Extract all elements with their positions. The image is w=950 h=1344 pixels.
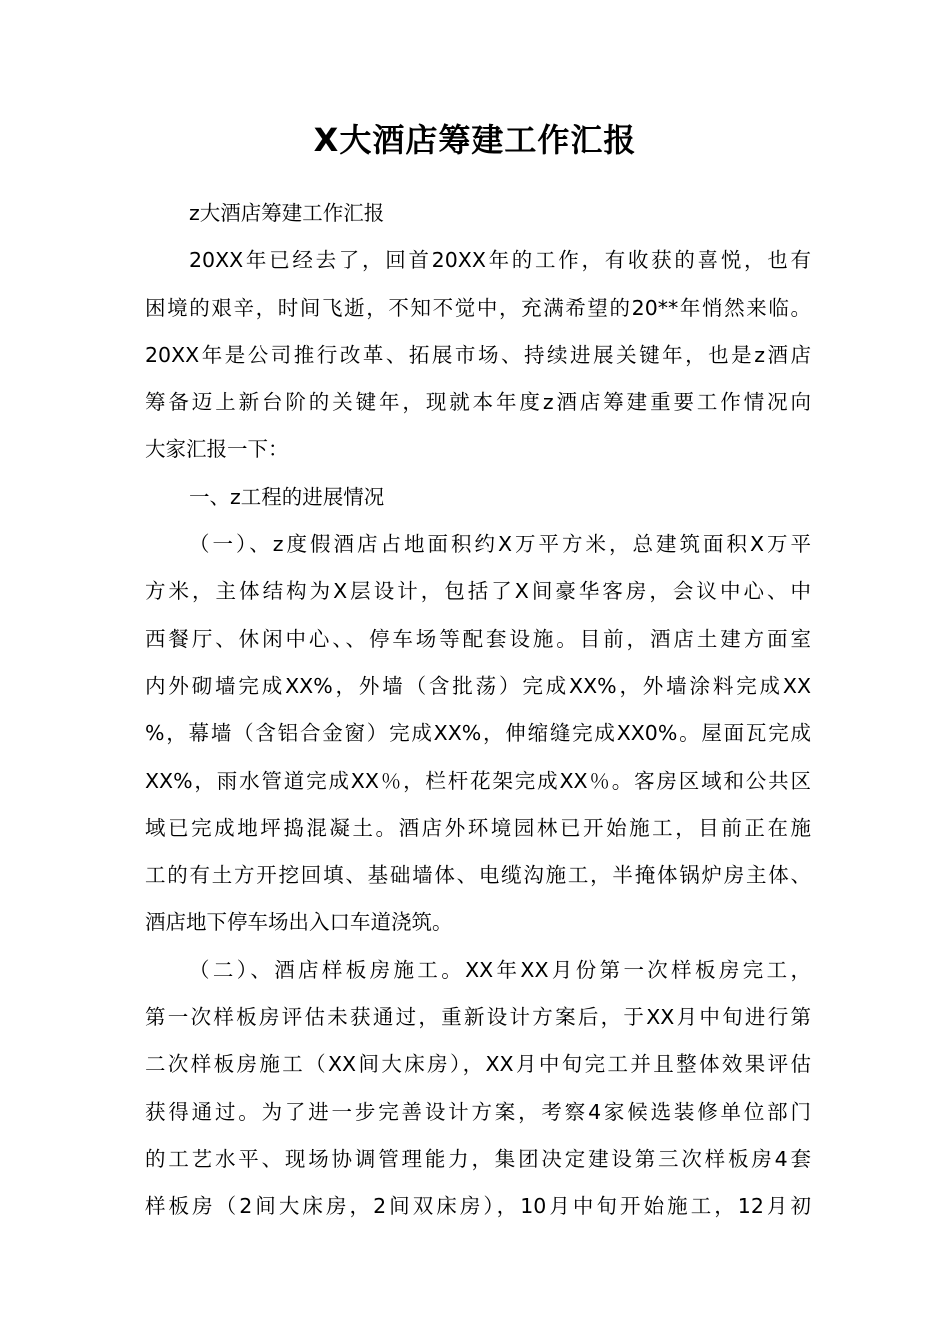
paragraph-line: 内外砌墙完成XX%，外墙（含批荡）完成XX%，外墙涂料完成XX (145, 673, 811, 698)
section-heading: 一、z工程的进展情况 (189, 484, 385, 509)
paragraph-line: 西餐厅、休闲中心、、停车场等配套设施。目前，酒店土建方面室 (145, 626, 811, 651)
paragraph-line: （一）、z度假酒店占地面积约X万平方米，总建筑面积X万平 (189, 532, 811, 557)
paragraph-line: 酒店地下停车场出入口车道浇筑。 (145, 910, 453, 935)
paragraph-line: 样板房（2间大床房，2间双床房），10月中旬开始施工，12月初 (145, 1194, 811, 1219)
paragraph-line: XX%，雨水管道完成XX％，栏杆花架完成XX％。客房区域和公共区 (145, 768, 811, 793)
document-title: X大酒店筹建工作汇报 (313, 121, 637, 159)
paragraph-line: 第一次样板房评估未获通过，重新设计方案后，于XX月中旬进行第 (145, 1005, 811, 1030)
paragraph-line: 20XX年已经去了，回首20XX年的工作，有收获的喜悦，也有 (189, 248, 811, 273)
paragraph-line: 二次样板房施工（XX间大床房），XX月中旬完工并且整体效果评估 (145, 1052, 811, 1077)
paragraph-line: 筹备迈上新台阶的关键年，现就本年度z酒店筹建重要工作情况向 (145, 390, 811, 415)
paragraph-line: （二）、酒店样板房施工。XX年XX月份第一次样板房完工， (189, 957, 811, 982)
document-body (145, 190, 811, 1231)
paragraph-line: %，幕墙（含铝合金窗）完成XX%，伸缩缝完成XX0%。屋面瓦完成 (145, 721, 811, 746)
paragraph-line: 的工艺水平、现场协调管理能力，集团决定建设第三次样板房4套 (145, 1146, 811, 1171)
paragraph-line: 工的有土方开挖回填、基础墙体、电缆沟施工，半掩体锅炉房主体、 (145, 863, 811, 888)
paragraph-line: 域已完成地坪捣混凝土。酒店外环境园林已开始施工，目前正在施 (145, 815, 811, 840)
paragraph-line: 困境的艰辛，时间飞逝，不知不觉中，充满希望的20**年悄然来临。 (145, 295, 811, 320)
paragraph-line: 20XX年是公司推行改革、拓展市场、持续进展关键年，也是z酒店 (145, 342, 811, 367)
subtitle-line: z大酒店筹建工作汇报 (189, 201, 385, 225)
paragraph-line: 方米，主体结构为X层设计，包括了X间豪华客房，会议中心、中 (145, 579, 811, 604)
paragraph-line: 大家汇报一下： (145, 437, 289, 462)
paragraph-line: 获得通过。为了进一步完善设计方案，考察4家候选装修单位部门 (145, 1099, 811, 1124)
